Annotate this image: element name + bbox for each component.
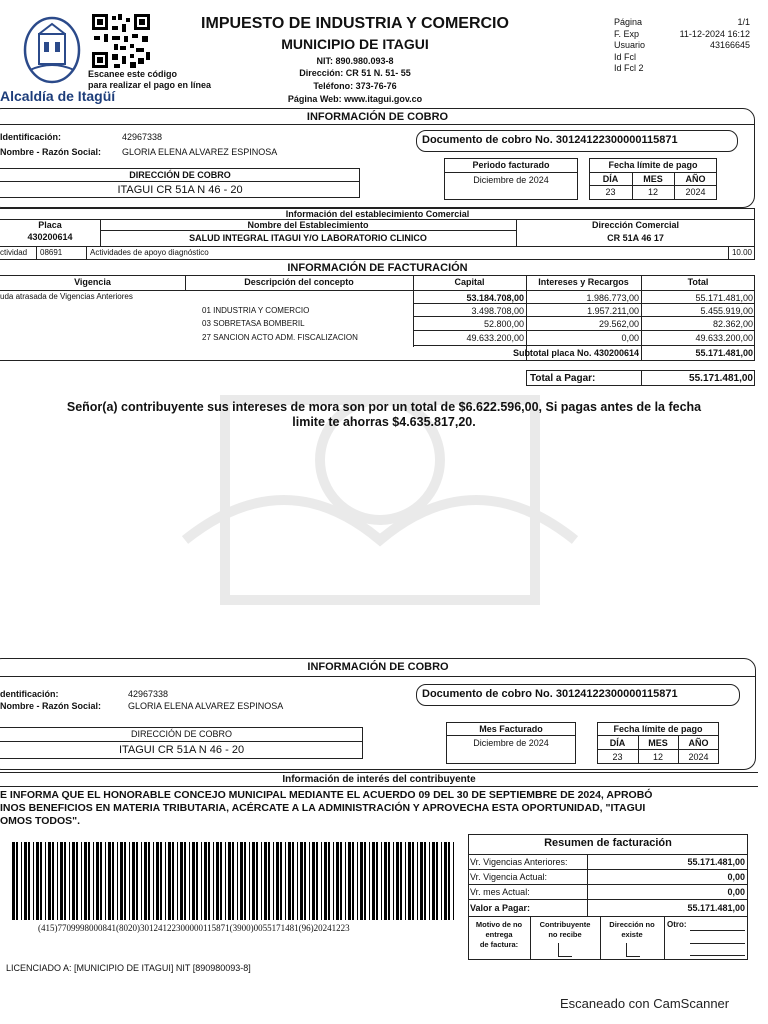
barcode-text: (415)7709998000841(8020)30124122300000115871(3900)0055171481(96)20241223 xyxy=(38,923,350,933)
fecha-col-dia: DÍA xyxy=(602,174,619,184)
direccion-title-2: DIRECCIÓN DE COBRO xyxy=(130,729,232,739)
interes-line-3: OMOS TODOS". xyxy=(0,815,81,827)
qr-code-icon[interactable] xyxy=(90,12,152,70)
municipal-logo xyxy=(22,14,82,86)
nombre-establecimiento-label: Nombre del Establecimiento xyxy=(247,220,369,230)
nombre-establecimiento-value: SALUD INTEGRAL ITAGUI Y/O LABORATORIO CLINICO xyxy=(189,233,427,243)
direccion-value: ITAGUI CR 51A N 46 - 20 xyxy=(117,184,243,196)
page-subtitle: MUNICIPIO DE ITAGUI xyxy=(281,36,429,52)
nit-line: NIT: 890.980.093-8 xyxy=(316,56,394,66)
placa-label: Placa xyxy=(38,220,62,230)
col-total: Total xyxy=(687,277,709,287)
fecha-title: Fecha límite de pago xyxy=(608,160,698,170)
option-no-recibe: Contribuyente no recibe xyxy=(539,920,591,939)
meta-values: 1/1 11-12-2024 16:12 43166645 xyxy=(679,17,750,50)
col-descripcion: Descripción del concepto xyxy=(244,277,354,287)
direccion-title: DIRECCIÓN DE COBRO xyxy=(129,170,231,180)
interes-line-1: E INFORMA QUE EL HONORABLE CONCEJO MUNICIPAL MEDIANTE EL ACUERDO 09 DEL 30 DE SEPTIEMBRE DE 2024, APROBÓ xyxy=(0,789,653,801)
telefono-line: Teléfono: 373-76-76 xyxy=(313,81,397,91)
cobro-title-1: INFORMACIÓN DE COBRO xyxy=(306,111,449,123)
cobro-title-2: INFORMACIÓN DE COBRO xyxy=(307,661,449,673)
actividad-code: 08691 xyxy=(40,248,63,257)
placa-value: 430200614 xyxy=(27,232,73,242)
otro-line[interactable] xyxy=(690,930,745,931)
mensaje-line-2: limite te ahorras $4.635.817,20. xyxy=(292,415,476,429)
fecha-col-mes: MES xyxy=(643,174,663,184)
nombre-label: Nombre - Razón Social: xyxy=(0,147,102,157)
periodo-title: Periodo facturado xyxy=(472,160,550,170)
subtotal-label: Subtotal placa No. 430200614 xyxy=(512,348,639,358)
interes-line-2: INOS BENEFICIOS EN MATERIA TRIBUTARIA, ACÉRCATE A LA ADMINISTRACIÓN Y APROVECHA ESTA OPORTUNIDAD, "ITAGUI xyxy=(0,802,646,814)
camscanner-watermark: Escaneado con CamScanner xyxy=(560,996,730,1011)
actividad-desc: Actividades de apoyo diagnóstico xyxy=(90,248,209,257)
periodo-value: Diciembre de 2024 xyxy=(473,175,549,185)
col-capital: Capital xyxy=(454,277,485,287)
fecha-col-dia-2: DÍA xyxy=(609,738,626,748)
fecha-val-mes-2: 12 xyxy=(652,752,663,762)
direccion-comercial-value: CR 51A 46 17 xyxy=(607,233,664,243)
total-pagar-label: Total a Pagar: xyxy=(530,373,596,384)
id-label-2: dentificación: xyxy=(0,689,59,699)
mes-facturado-value: Diciembre de 2024 xyxy=(473,738,549,748)
fecha-val-dia-2: 23 xyxy=(612,752,623,762)
vigencia-value: uda atrasada de Vigencias Anteriores xyxy=(0,292,133,301)
resumen-title: Resumen de facturación xyxy=(544,837,672,849)
col-intereses: Intereses y Recargos xyxy=(538,277,629,287)
web-line[interactable]: Página Web: www.itagui.gov.co xyxy=(287,94,423,104)
mes-facturado-title: Mes Facturado xyxy=(479,724,543,734)
nombre-value-2: GLORIA ELENA ALVAREZ ESPINOSA xyxy=(128,701,284,711)
facturacion-title: INFORMACIÓN DE FACTURACIÓN xyxy=(287,262,468,274)
fecha-col-mes-2: MES xyxy=(648,738,668,748)
page-title: IMPUESTO DE INDUSTRIA Y COMERCIO xyxy=(201,15,509,32)
total-pagar-value: 55.171.481,00 xyxy=(689,373,753,384)
nombre-label-2: Nombre - Razón Social: xyxy=(0,701,102,711)
actividad-label: ctividad xyxy=(0,248,28,257)
fecha-val-ano: 2024 xyxy=(685,187,706,197)
fecha-val-ano-2: 2024 xyxy=(688,752,709,762)
id-label: Identificación: xyxy=(0,132,62,142)
scan-text-1: Escanee este código xyxy=(88,69,178,79)
option-direccion-no-existe: Dirección no existe xyxy=(609,920,655,939)
fecha-col-ano: AÑO xyxy=(685,174,706,184)
direccion-value-2: ITAGUI CR 51A N 46 - 20 xyxy=(118,744,245,756)
nombre-value: GLORIA ELENA ALVAREZ ESPINOSA xyxy=(122,147,278,157)
id-value-2: 42967338 xyxy=(128,689,169,699)
col-vigencia: Vigencia xyxy=(74,277,111,287)
direccion-line: Dirección: CR 51 N. 51- 55 xyxy=(299,68,411,78)
brand-name: Alcaldía de Itagüí xyxy=(0,88,116,104)
otro-label: Otro: xyxy=(667,920,687,929)
meta-labels: Página F. Exp Usuario Id Fcl Id Fcl 2 xyxy=(614,17,646,73)
fecha-title-2: Fecha límite de pago xyxy=(613,724,703,734)
id-value: 42967338 xyxy=(122,132,163,142)
motivo-label: Motivo de no entrega de factura: xyxy=(475,920,523,949)
direccion-comercial-label: Dirección Comercial xyxy=(591,220,680,230)
fecha-val-dia: 23 xyxy=(605,187,616,197)
checkbox-no-recibe[interactable] xyxy=(558,943,572,957)
barcode xyxy=(10,842,458,920)
checkbox-direccion-no-existe[interactable] xyxy=(626,943,640,957)
establecimiento-title: Información del establecimiento Comercial xyxy=(285,209,470,219)
scan-text-2: para realizar el pago en línea xyxy=(88,80,212,90)
mensaje-line-1: Señor(a) contribuyente sus intereses de mora son por un total de $6.622.596,00, Si pagas antes de la fecha xyxy=(66,400,702,414)
documento-number-2: Documento de cobro No. 30124122300000115871 xyxy=(422,688,678,700)
licenciado-text: LICENCIADO A: [MUNICIPIO DE ITAGUI] NIT [890980093-8] xyxy=(6,963,251,973)
documento-number: Documento de cobro No. 30124122300000115871 xyxy=(422,134,678,146)
actividad-tarifa: 10.00 xyxy=(731,248,752,257)
fecha-col-ano-2: AÑO xyxy=(688,738,709,748)
fecha-val-mes: 12 xyxy=(647,187,658,197)
interes-title: Información de interés del contribuyente xyxy=(282,774,476,785)
subtotal-value: 55.171.481,00 xyxy=(695,348,753,358)
